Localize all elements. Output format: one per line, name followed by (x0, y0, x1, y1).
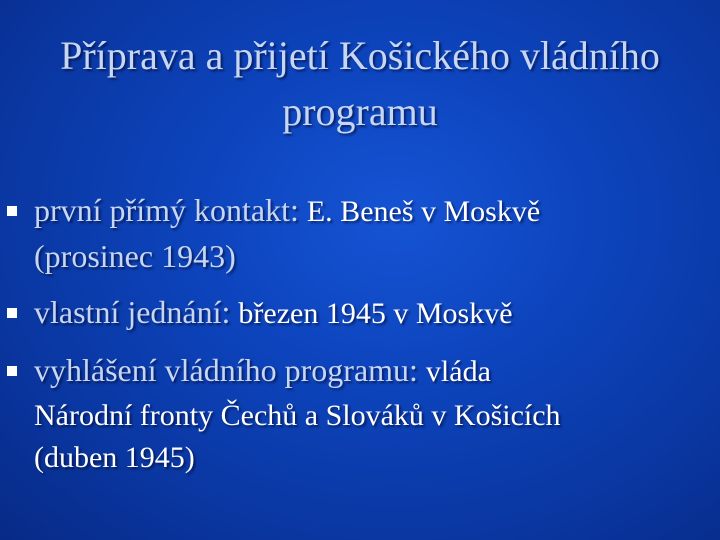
bullet-text (34, 186, 694, 236)
bullet-value: E. Beneš v Moskvě (306, 195, 541, 228)
square-bullet-icon (7, 366, 17, 376)
square-bullet-icon (7, 308, 17, 318)
bullet-continuation-2 (34, 434, 694, 482)
bullet-label: první přímý kontakt: (34, 192, 307, 228)
bullet-value: vláda (425, 355, 491, 388)
title-line-2: programu (282, 89, 438, 134)
bullet-label: vlastní jednání: (34, 294, 239, 330)
bullet-continuation (34, 232, 694, 280)
bullet-continuation-text: Národní fronty Čechů a Slováků v Košicích (34, 399, 561, 432)
bullet-value: březen 1945 v Moskvě (238, 297, 513, 330)
slide-title (20, 28, 700, 140)
bullet-text (34, 346, 694, 396)
bullet-text (34, 288, 694, 338)
bullet-continuation-text-2: (duben 1945) (34, 441, 195, 474)
title-line-1: Příprava a přijetí Košického vládního (60, 33, 660, 78)
bullet-continuation-text: (prosinec 1943) (34, 238, 236, 274)
square-bullet-icon (7, 206, 17, 216)
bullet-continuation (34, 392, 694, 440)
bullet-label: vyhlášení vládního programu: (34, 352, 426, 388)
